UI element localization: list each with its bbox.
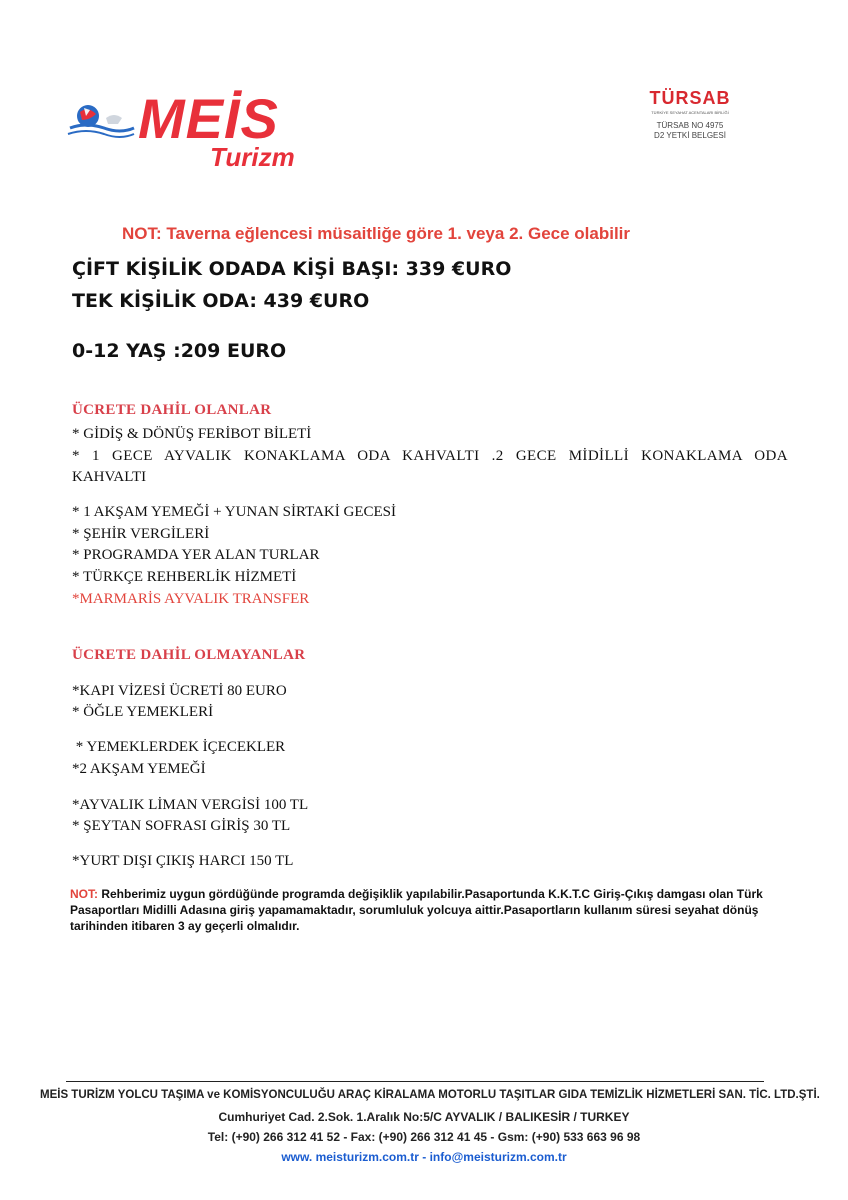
passport-note-text: Rehberimiz uygun gördüğünde programda değişiklik yapılabilir.Pasaportunda K.K.T.C Giriş-Çıkış damgası olan Türk Pasaportları Midilli Adasına giriş yapamamaktadır, sorumluluk yolcuya aittir.Pasaportların kullanım süresi seyahat dönüş tarihinden itibaren 3 ay geçerli olmalıdır. <box>70 887 763 933</box>
logo-main-text: MEİS <box>138 87 279 150</box>
taverna-note: NOT: Taverna eğlencesi müsaitliğe göre 1. veya 2. Gece olabilir <box>122 224 631 243</box>
included-item: * TÜRKÇE REHBERLİK HİZMETİ <box>72 569 297 585</box>
passport-note <box>70 886 786 934</box>
passport-note-label: NOT: <box>70 887 98 901</box>
tursab-logo-text: TÜRSAB <box>649 88 731 108</box>
footer-divider <box>66 1081 764 1082</box>
included-title: ÜCRETE DAHİL OLANLAR <box>72 402 272 418</box>
excluded-item: * YEMEKLERDEK İÇECEKLER <box>72 739 286 755</box>
excluded-item: *AYVALIK LİMAN VERGİSİ 100 TL <box>72 797 309 813</box>
included-item: KAHVALTI <box>72 469 147 485</box>
footer-address: Cumhuriyet Cad. 2.Sok. 1.Aralık No:5/C AYVALIK / BALIKESİR / TURKEY <box>218 1110 630 1124</box>
excluded-item: *YURT DIŞI ÇIKIŞ HARCI 150 TL <box>72 853 294 869</box>
included-item: * 1 GECE AYVALIK KONAKLAMA ODA KAHVALTI .2 GECE MİDİLLİ KONAKLAMA ODA <box>72 448 788 464</box>
included-item: * ŞEHİR VERGİLERİ <box>72 526 210 542</box>
tursab-license: D2 YETKİ BELGESİ <box>654 131 726 140</box>
globe-boat-icon <box>66 98 136 148</box>
double-room-price: ÇİFT KİŞİLİK ODADA KİŞİ BAŞI: 339 €URO <box>72 258 512 280</box>
footer-company: MEİS TURİZM YOLCU TAŞIMA ve KOMİSYONCULUĞU ARAÇ KİRALAMA MOTORLU TAŞITLAR GIDA TEMİZLİK HİZMETLERİ SAN. TİC. LTD.ŞTİ. <box>40 1089 820 1101</box>
excluded-item: *2 AKŞAM YEMEĞİ <box>72 761 206 777</box>
footer-phones: Tel: (+90) 266 312 41 52 - Fax: (+90) 266 312 41 45 - Gsm: (+90) 533 663 96 98 <box>207 1130 641 1144</box>
excluded-item: *KAPI VİZESİ ÜCRETİ 80 EURO <box>72 683 287 699</box>
included-item: * PROGRAMDA YER ALAN TURLAR <box>72 547 320 563</box>
excluded-item: * ÖĞLE YEMEKLERİ <box>72 704 214 720</box>
included-item: * 1 AKŞAM YEMEĞİ + YUNAN SİRTAKİ GECESİ <box>72 504 396 520</box>
tursab-number: TÜRSAB NO 4975 <box>656 121 724 130</box>
included-item-transfer: *MARMARİS AYVALIK TRANSFER <box>72 591 310 607</box>
excluded-title: ÜCRETE DAHİL OLMAYANLAR <box>72 647 306 663</box>
excluded-item: * ŞEYTAN SOFRASI GİRİŞ 30 TL <box>72 818 291 834</box>
included-item: * GİDİŞ & DÖNÜŞ FERİBOT BİLETİ <box>72 426 312 442</box>
logo-sub-text: Turizm <box>210 142 295 172</box>
single-room-price: TEK KİŞİLİK ODA: 439 €URO <box>72 290 370 312</box>
meis-logo <box>66 87 336 172</box>
footer-web-email[interactable]: www. meisturizm.com.tr - info@meisturizm.com.tr <box>281 1150 567 1164</box>
tursab-tagline: TÜRKİYE SEYAHAT ACENTALARI BİRLİĞİ <box>651 110 729 115</box>
child-price: 0-12 YAŞ :209 EURO <box>72 340 287 362</box>
tursab-badge <box>640 88 740 141</box>
